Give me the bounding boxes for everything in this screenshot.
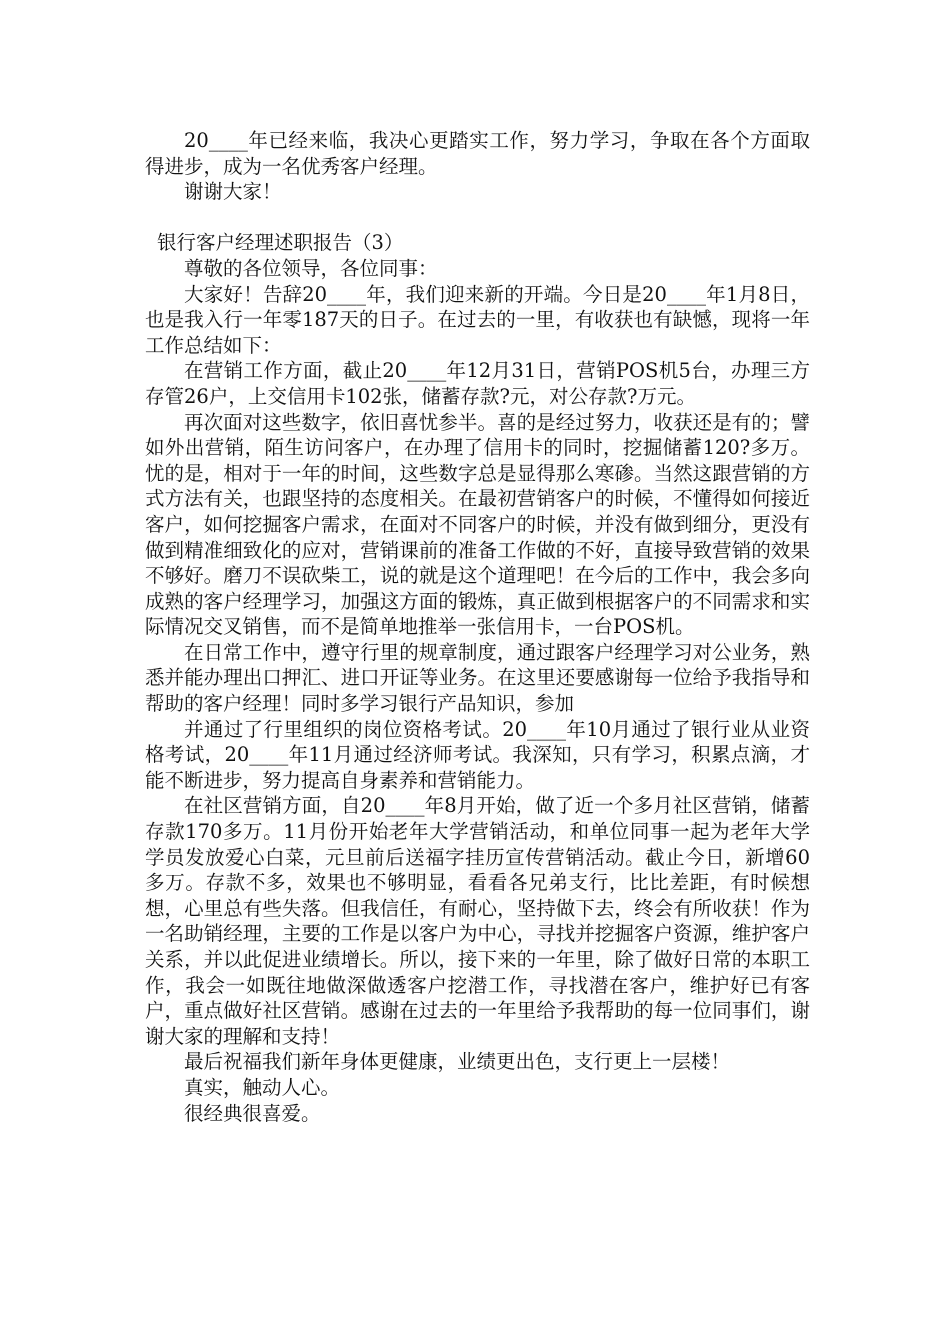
comment: 很经典很喜爱。: [184, 1101, 321, 1125]
blank-line: [145, 205, 810, 231]
closing-wish: 最后祝福我们新年身体更健康，业绩更出色，支行更上一层楼！: [184, 1050, 731, 1074]
comment: 真实，触动人心。: [184, 1075, 341, 1099]
paragraph: 再次面对这些数字，依旧喜忧参半。喜的是经过努力，收获还是有的；譬如外出营销，陌生访问客户，在办理了信用卡的同时，挖掘储蓄120?多万。忧的是，相对于一年的时间，这些数字总是显得那么寒碜。当然这跟营销的方式方法有关，也跟坚持的态度相关。在最初营销客户的时候，不懂得如何接近客户，如何挖掘客户需求，在面对不同客户的时候，并没有做到细分，更没有做到精准细致化的应对，营销课前的准备工作做的不好，直接导致营销的效果不够好。磨刀不误砍柴工，说的就是这个道理吧！在今后的工作中，我会多向成熟的客户经理学习，加强这方面的锻炼，真正做到根据客户的不同需求和实际情况交叉销售，而不是简单地推举一张信用卡，一台POS机。: [145, 410, 810, 639]
paragraph: 在营销工作方面，截止20____年12月31日，营销POS机5台，办理三方存管26户，上交信用卡102张，储蓄存款?元，对公存款?万元。: [145, 359, 810, 408]
paragraph: 谢谢大家！: [184, 180, 282, 204]
paragraph: 大家好！告辞20____年，我们迎来新的开端。今日是20____年1月8日，也是我入行一年零187天的日子。在过去的一里，有收获也有缺憾，现将一年工作总结如下：: [145, 282, 810, 357]
salutation: 尊敬的各位领导，各位同事：: [184, 256, 438, 280]
paragraph: 在日常工作中，遵守行里的规章制度，通过跟客户经理学习对公业务，熟悉并能办理出口押汇、进口开证等业务。在这里还要感谢每一位给予我指导和帮助的客户经理！同时多学习银行产品知识，参加: [145, 640, 810, 716]
paragraph: 并通过了行里组织的岗位资格考试。20____年10月通过了银行业从业资格考试，20____年11月通过经济师考试。我深知，只有学习，积累点滴，才能不断进步，努力提高自身素养和营销能力。: [145, 717, 810, 792]
section-heading: 银行客户经理述职报告（3）: [157, 231, 404, 255]
paragraph: 20____年已经来临，我决心更踏实工作，努力学习，争取在各个方面取得进步，成为一名优秀客户经理。: [145, 129, 810, 178]
document-page: [145, 128, 810, 1126]
paragraph: 在社区营销方面，自20____年8月开始，做了近一个多月社区营销，储蓄存款170多万。11月份开始老年大学营销活动，和单位同事一起为老年大学学员发放爱心白菜，元旦前后送福字挂历宣传营销活动。截止今日，新增60多万。存款不多，效果也不够明显，看看各兄弟支行，比比差距，有时候想想，心里总有些失落。但我信任，有耐心，坚持做下去，终会有所收获！作为一名助销经理，主要的工作是以客户为中心，寻找并挖掘客户资源，维护客户关系，并以此促进业绩增长。所以，接下来的一年里，除了做好日常的本职工作，我会一如既往地做深做透客户挖潜工作，寻找潜在客户，维护好已有客户，重点做好社区营销。感谢在过去的一年里给予我帮助的每一位同事们，谢谢大家的理解和支持！: [145, 794, 810, 1048]
